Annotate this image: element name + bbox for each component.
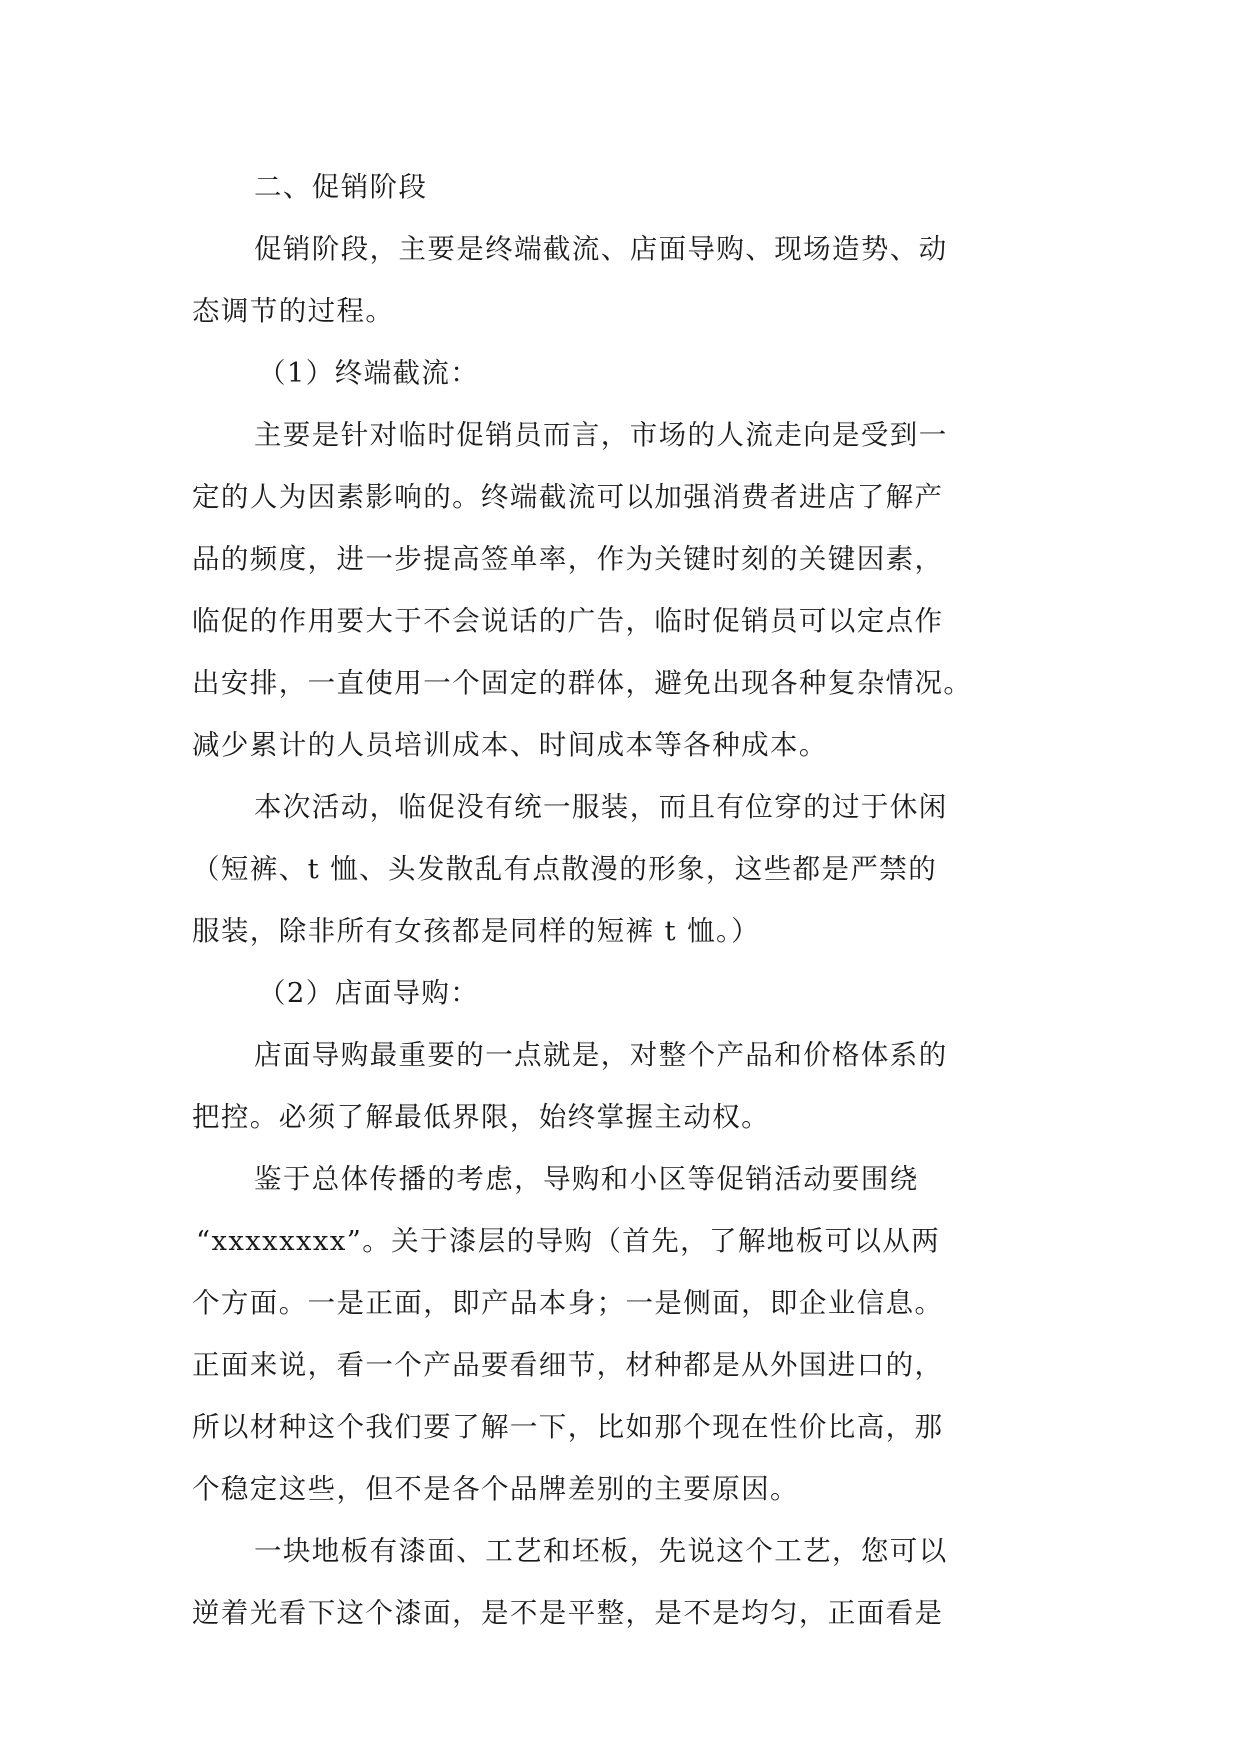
paragraph-line: “xxxxxxxx”。关于漆层的导购（首先，了解地板可以从两 bbox=[196, 1225, 941, 1257]
paragraph-line: 态调节的过程。 bbox=[192, 295, 395, 327]
section-heading: 二、促销阶段 bbox=[254, 171, 428, 203]
paragraph-line: 减少累计的人员培训成本、时间成本等各种成本。 bbox=[192, 729, 828, 761]
paragraph-line: 个稳定这些，但不是各个品牌差别的主要原因。 bbox=[192, 1473, 799, 1505]
paragraph-line: 品的频度，进一步提高签单率，作为关键时刻的关键因素， bbox=[192, 543, 944, 575]
paragraph-line: 服装，除非所有女孩都是同样的短裤 t 恤。） bbox=[192, 915, 761, 947]
subsection-heading: （1）终端截流： bbox=[258, 357, 480, 389]
paragraph-line: 把控。必须了解最低界限，始终掌握主动权。 bbox=[192, 1101, 770, 1133]
paragraph-line: 正面来说，看一个产品要看细节，材种都是从外国进口的， bbox=[192, 1349, 944, 1381]
paragraph-line: 促销阶段，主要是终端截流、店面导购、现场造势、动 bbox=[254, 233, 948, 265]
paragraph-line: 逆着光看下这个漆面，是不是平整，是不是均匀，正面看是 bbox=[192, 1597, 944, 1629]
paragraph-line: 店面导购最重要的一点就是，对整个产品和价格体系的 bbox=[254, 1039, 948, 1071]
paragraph-line: 鉴于总体传播的考虑，导购和小区等促销活动要围绕 bbox=[254, 1163, 919, 1195]
paragraph-line: 所以材种这个我们要了解一下，比如那个现在性价比高，那 bbox=[192, 1411, 944, 1443]
document-body bbox=[192, 156, 1052, 1644]
subsection-heading: （2）店面导购： bbox=[258, 977, 480, 1009]
paragraph-line: 出安排，一直使用一个固定的群体，避免出现各种复杂情况。 bbox=[192, 667, 973, 699]
paragraph-line: 主要是针对临时促销员而言，市场的人流走向是受到一 bbox=[254, 419, 948, 451]
paragraph-line: 个方面。一是正面，即产品本身；一是侧面，即企业信息。 bbox=[192, 1287, 944, 1319]
paragraph-line: 一块地板有漆面、工艺和坯板，先说这个工艺，您可以 bbox=[254, 1535, 948, 1567]
paragraph-line: 临促的作用要大于不会说话的广告，临时促销员可以定点作 bbox=[192, 605, 944, 637]
paragraph-line: 定的人为因素影响的。终端截流可以加强消费者进店了解产 bbox=[192, 481, 944, 513]
paragraph-line: （短裤、t 恤、头发散乱有点散漫的形象，这些都是严禁的 bbox=[192, 853, 938, 885]
paragraph-line: 本次活动，临促没有统一服装，而且有位穿的过于休闲 bbox=[254, 791, 948, 823]
